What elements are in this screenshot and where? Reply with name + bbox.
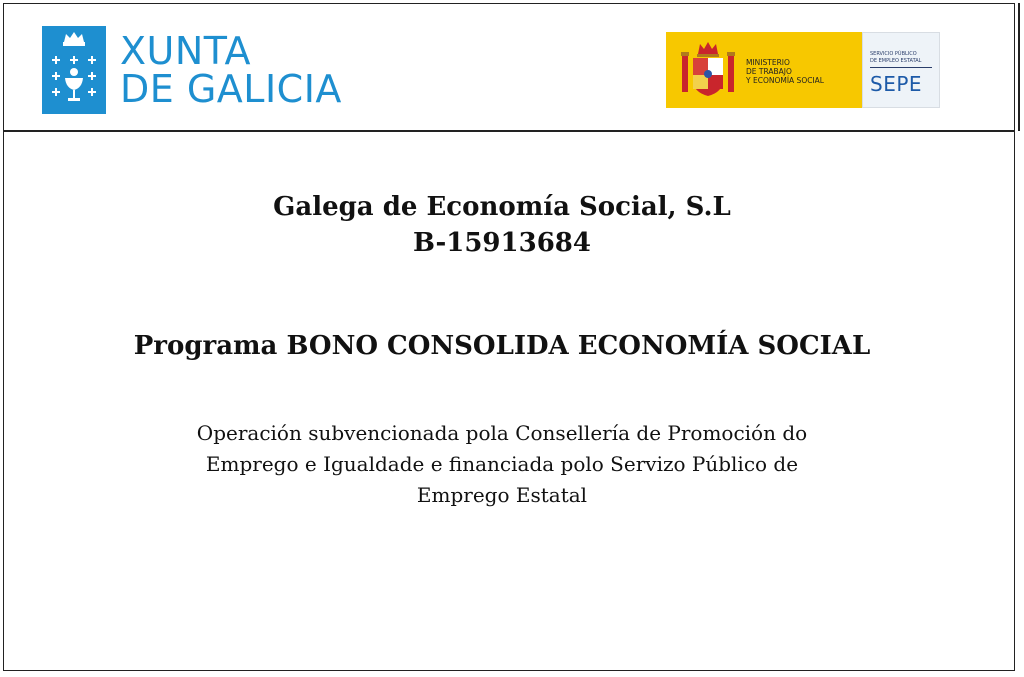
- sepe-divider: [870, 67, 932, 68]
- sepe-subtitle: SERVICIO PÚBLICO DE EMPLEO ESTATAL: [870, 51, 922, 64]
- sepe-logo: [862, 32, 940, 108]
- header-divider: [3, 130, 1015, 132]
- ministerio-text: MINISTERIO DE TRABAJO Y ECONOMÍA SOCIAL: [746, 58, 824, 85]
- operation-line: Operación subvencionada pola Consellería de Promoción do: [196, 421, 808, 445]
- company-id: B-15913684: [413, 228, 591, 258]
- xunta-logo-text: [120, 29, 342, 111]
- frame-edge: [1018, 3, 1020, 131]
- xunta-de-galicia-logo: [42, 26, 342, 114]
- operation-line: Emprego Estatal: [416, 483, 588, 507]
- xunta-logo-line2: DE GALICIA: [120, 67, 342, 111]
- spain-coat-of-arms-icon: [678, 40, 738, 104]
- operation-description: [0, 418, 1004, 511]
- operation-line: Emprego e Igualdade e financiada polo Servizo Público de: [205, 452, 799, 476]
- program-title: Programa BONO CONSOLIDA ECONOMÍA SOCIAL: [133, 331, 871, 361]
- xunta-logo-line1: XUNTA: [120, 29, 252, 73]
- sepe-acronym: SEPE: [870, 72, 923, 96]
- company-name: Galega de Economía Social, S.L: [273, 192, 731, 222]
- ministerio-trabajo-logo: [666, 32, 862, 108]
- galicia-emblem-icon: [42, 26, 106, 114]
